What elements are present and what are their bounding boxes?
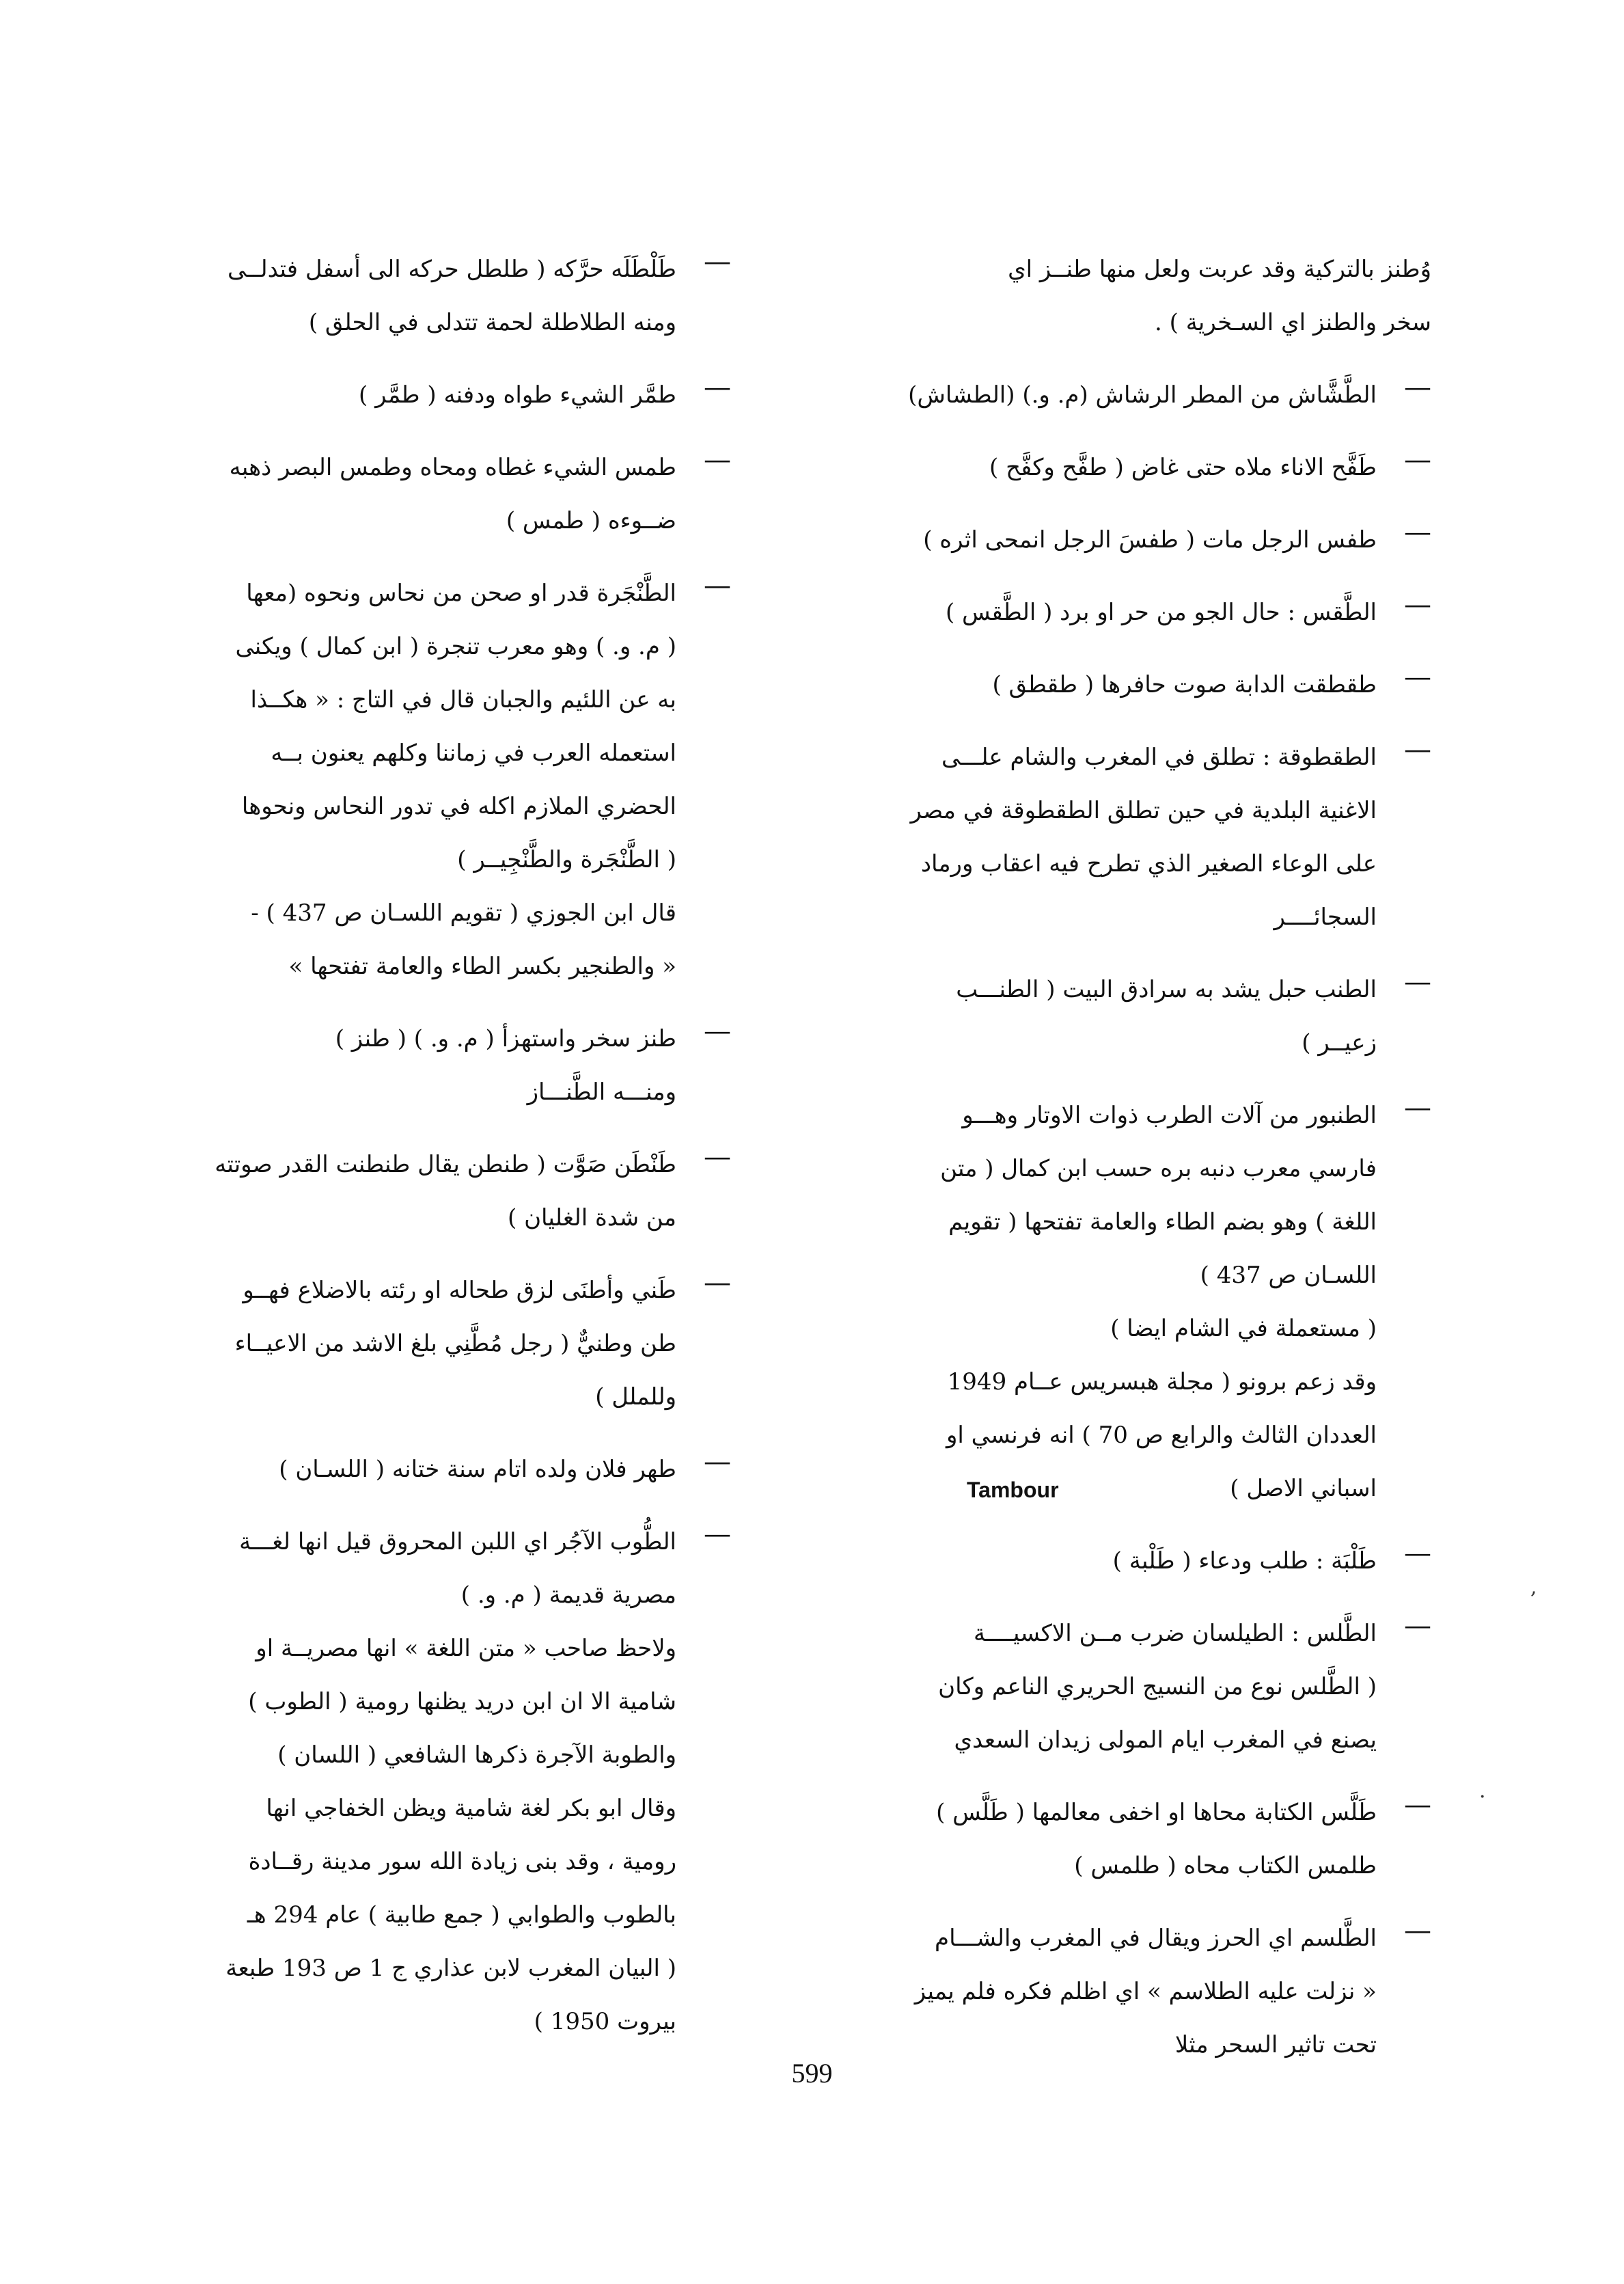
entry-line: مصرية قديمة ( م. و. ) [460,1581,676,1609]
entry-line: بالطوب والطوابي ( جمع طابية ) عام 294 هـ [247,1901,676,1929]
entry-line: وللملل ) [595,1383,676,1411]
entry-line: سخر والطنز اي السـخرية ) . [1155,309,1431,336]
entry-dash: — [1404,966,1431,998]
entry-dash: — [704,444,731,476]
dictionary-entry [164,243,731,349]
entry-dash: — [1404,444,1431,476]
entry-dash: — [1404,1538,1431,1569]
dictionary-entry [864,1607,1431,1767]
entry-line: السجائــــر [1274,903,1377,931]
entry-line: الطقطوقة : تطلق في المغرب والشام علـــى [941,744,1377,771]
entry-line: طقطقت الدابة صوت حافرها ( طقطق ) [992,671,1377,698]
entry-line: ( م. و. ) وهو معرب تنجرة ( ابن كمال ) ويكنى [235,633,676,660]
entry-line: طن وطنيٌّ ( رجل مُطَّنِي بلغ الاشد من الاعيــاء [234,1330,676,1357]
entry-line: ولاحظ صاحب « متن اللغة » انها مصريــة او [256,1635,676,1662]
entry-dash: — [704,1446,731,1478]
left-column [164,243,731,2067]
entry-line: اسباني الاصل ) [1230,1475,1377,1502]
entry-line: على الوعاء الصغير الذي تطرح فيه اعقاب ورماد [920,850,1377,878]
entry-line: وقد زعم برونو ( مجلة هبسريس عــام 1949 [947,1368,1377,1396]
dictionary-entry [864,368,1431,422]
dictionary-entry [864,1786,1431,1892]
entry-dash: — [704,1267,731,1299]
entry-line: به عن اللئيم والجبان قال في التاج : « هكــذا [250,686,676,713]
entry-dash: — [1404,372,1431,403]
entry-line: الطَّنْجَرة قدر او صحن من نحاس ونحوه (معها [246,580,676,607]
entry-line: قال ابن الجوزي ( تقويم اللسـان ص 437 ) - [251,899,676,927]
dictionary-entry [864,1534,1431,1588]
entry-line: العددان الثالث والرابع ص 70 ) انه فرنسي او [946,1422,1377,1449]
entry-dash: — [1404,1610,1431,1642]
entry-line: ومنه الطلاطلة لحمة تتدلى في الحلق ) [308,309,676,336]
entry-dash: — [1404,1092,1431,1124]
dictionary-entry [864,1089,1431,1515]
entry-dash: — [704,372,731,403]
entry-line: زعيــر ) [1302,1029,1377,1057]
entry-line: طمس الشيء غطاه ومحاه وطمس البصر ذهبه [229,454,676,481]
entry-line: ( الطَّلس نوع من النسيج الحريري الناعم وكان [938,1673,1377,1700]
dictionary-entry [164,567,731,993]
dictionary-entry [164,1443,731,1496]
entry-line: « والطنجير بكسر الطاء والعامة تفتحها » [288,953,676,980]
entry-line: طَلَّس الكتابة محاها او اخفى معالمها ( طَلَّس ) [936,1799,1377,1826]
entry-dash: — [1404,589,1431,621]
dictionary-entry [164,1012,731,1119]
entry-line: طَنْطَن صَوَّت ( طنطن يقال طنطنت القدر صوتته [215,1151,676,1178]
dictionary-entry [164,1264,731,1424]
entry-line: ( البيان المغرب لابن عذاري ج 1 ص 193 طبعة [225,1955,676,1982]
entry-line: اللغة ) وهو بضم الطاء والعامة تفتحها ( تقويم [948,1208,1377,1236]
entry-line: الطَّشَّاش من المطر الرشاش (م. و.) (الطشاش) [908,381,1377,409]
page-number: 599 [791,2058,833,2089]
entry-line: طَلْطَلَه حرَّكه ( طلطل حركه الى أسفل فتدلــى [228,256,676,283]
dictionary-entry [864,1912,1431,2071]
entry-dash: — [1404,734,1431,765]
entry-line: ( الطَّنْجَرة والطَّنْجِيــر ) [457,846,676,873]
entry-line: الطَّلس : الطيلسان ضرب مــن الاكسيــــة [973,1620,1377,1647]
dictionary-entry [864,731,1431,944]
entry-line: وقال ابو بكر لغة شامية ويظن الخفاجي انها [266,1795,676,1822]
entry-line: استعمله العرب في زماننا وكلهم يعنون بــه [271,739,676,767]
entry-line: طفس الرجل مات ( طفسَ الرجل انمحى اثره ) [923,526,1377,554]
dictionary-entry [864,658,1431,711]
entry-line: فارسي معرب دنبه بره حسب ابن كمال ( متن [940,1155,1377,1182]
entry-line: ضــوءه ( طمس ) [506,507,676,534]
entry-line: رومية ، وقد بنى زيادة الله سور مدينة رقــادة [248,1848,676,1875]
entry-line: شامية الا ان ابن دريد يظنها رومية ( الطوب ) [248,1688,676,1715]
entry-line: بيروت 1950 ) [534,2008,676,2035]
entry-line: وُطنز بالتركية وقد عربت ولعل منها طنــز اي [1008,256,1431,283]
entry-dash: — [704,1141,731,1173]
entry-dash: — [1404,1915,1431,1946]
dictionary-entry [864,513,1431,567]
dictionary-entry [164,441,731,547]
entry-line: طمَّر الشيء طواه ودفنه ( طمَّر ) [359,381,676,409]
entry-line: طلمس الكتاب محاه ( طلمس ) [1074,1852,1377,1879]
entry-line: الحضري الملازم اكله في تدور النحاس ونحوها [241,793,676,820]
dictionary-entry [164,1138,731,1245]
entry-line: والطوبة الآجرة ذكرها الشافعي ( اللسان ) [277,1741,676,1769]
entry-line: الاغنية البلدية في حين تطلق الطقطوقة في مصر [910,797,1377,824]
right-column [864,243,1431,2091]
entry-line: الطنبور من آلات الطرب ذوات الاوتار وهـــو [962,1102,1377,1129]
entry-line: « نزلت عليه الطلاسم » اي اظلم فكره فلم يميز [914,1978,1377,2005]
entry-dash: — [1404,1789,1431,1821]
entry-line: ( مستعملة في الشام ايضا ) [1110,1315,1377,1342]
entry-line: اللسـان ص 437 ) [1200,1262,1377,1289]
entry-line: طَلْبَة : طلب ودعاء ( طَلْبة ) [1112,1547,1377,1575]
entry-dash: — [1404,662,1431,693]
entry-dash: — [1404,517,1431,548]
entry-line: طَفَّح الاناء ملاه حتى غاض ( طفَّح وكفَّح ) [989,454,1377,481]
entry-line: من شدة الغليان ) [508,1204,676,1232]
dictionary-entry [864,586,1431,639]
entry-line: الطَّقس : حال الجو من حر او برد ( الطَّقس ) [945,599,1377,626]
entry-line: ومنـــه الطَّنـــاز [527,1078,676,1106]
entry-dash: — [704,570,731,601]
entry-line: الطُّوب الآجُر اي اللبن المحروق قيل انها لغـــة [239,1528,676,1555]
dictionary-entry [164,1515,731,2048]
entry-dash: — [704,1519,731,1550]
entry-dash: — [704,1016,731,1047]
entry-line: يصنع في المغرب ايام المولى زيدان السعدي [954,1726,1377,1754]
entry-line: تحت تاثير السحر مثلا [1174,2031,1377,2058]
entry-line: طَني وأطنَى لزق طحاله او رئته بالاضلاع فهــو [243,1277,676,1304]
latin-note: Tambour [967,1478,1059,1502]
dictionary-entry [164,368,731,422]
entry-line: طنز سخر واستهزأ ( م. و. ) ( طنز ) [335,1025,676,1052]
entry-dash: — [704,246,731,277]
entry-line: الطنب حبل يشد به سرادق البيت ( الطنـــب [956,976,1377,1003]
dictionary-entry [864,243,1431,349]
dictionary-entry [864,963,1431,1070]
stray-mark: · [1479,1785,1486,1809]
dictionary-entry [864,441,1431,494]
entry-line: الطَّلسم اي الحرز ويقال في المغرب والشـــام [935,1925,1377,1952]
stray-mark: , [1530,1575,1537,1599]
entry-line: طهر فلان ولده اتام سنة ختانه ( اللسـان ) [279,1456,676,1483]
